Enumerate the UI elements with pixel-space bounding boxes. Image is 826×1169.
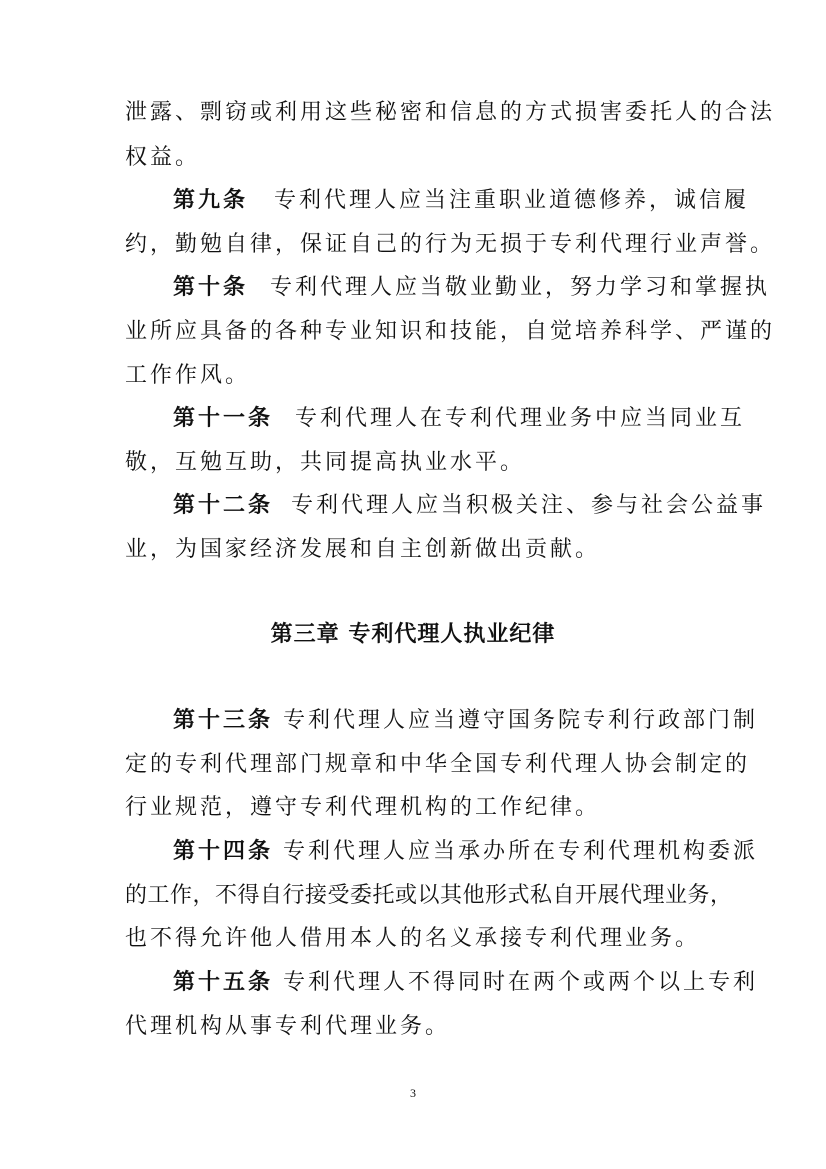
paragraph-line: 泄露、剽窃或利用这些秘密和信息的方式损害委托人的合法: [125, 100, 776, 125]
article-14-line: 也不得允许他人借用本人的名义承接专利代理业务。: [125, 926, 701, 951]
article-9-title: 第九条: [173, 188, 249, 213]
article-14-text: 专利代理人应当承办所在专利代理机构委派: [283, 839, 759, 864]
article-9-text: 专利代理人应当注重职业道德修养，诚信履: [274, 188, 750, 213]
article-10-text: 专利代理人应当敬业勤业，努力学习和掌握执: [270, 275, 771, 300]
article-13-title: 第十三条: [173, 708, 274, 733]
article-15-line: 代理机构从事专利代理业务。: [125, 1014, 451, 1039]
article-11-title: 第十一条: [173, 406, 274, 431]
page-number: 3: [410, 1086, 416, 1100]
article-14-line: 的工作，不得自行接受委托或以其他形式私自开展代理业务，: [125, 883, 733, 908]
article-10-line: 业所应具备的各种专业知识和技能，自觉培养科学、严谨的: [125, 319, 776, 344]
article-12-line: 业，为国家经济发展和自主创新做出贡献。: [125, 537, 601, 562]
article-9: [173, 186, 749, 216]
chapter-heading: 第三章 专利代理人执业纪律: [270, 622, 556, 647]
article-14: [173, 837, 758, 867]
article-13-line: 定的专利代理部门规章和中华全国专利代理人协会制定的: [125, 752, 751, 777]
article-12-text: 专利代理人应当积极关注、参与社会公益事: [291, 493, 767, 518]
article-15: [173, 968, 758, 998]
article-13-text: 专利代理人应当遵守国务院专利行政部门制: [283, 708, 759, 733]
article-11-text: 专利代理人在专利代理业务中应当同业互: [295, 406, 746, 431]
article-13-line: 行业规范，遵守专利代理机构的工作纪律。: [125, 795, 601, 820]
article-14-title: 第十四条: [173, 839, 274, 864]
article-12-title: 第十二条: [173, 493, 274, 518]
paragraph-line: 权益。: [125, 145, 201, 170]
article-13: [173, 706, 758, 736]
article-10: [173, 273, 770, 303]
article-15-text: 专利代理人不得同时在两个或两个以上专利: [283, 970, 759, 995]
article-12: [173, 491, 766, 521]
article-11: [173, 404, 745, 434]
article-10-line: 工作作风。: [125, 363, 251, 388]
article-11-line: 敬，互勉互助，共同提高执业水平。: [125, 450, 526, 475]
article-15-title: 第十五条: [173, 970, 274, 995]
article-10-title: 第十条: [173, 275, 249, 300]
article-9-line: 约，勤勉自律，保证自己的行为无损于专利代理行业声誉。: [125, 232, 776, 257]
